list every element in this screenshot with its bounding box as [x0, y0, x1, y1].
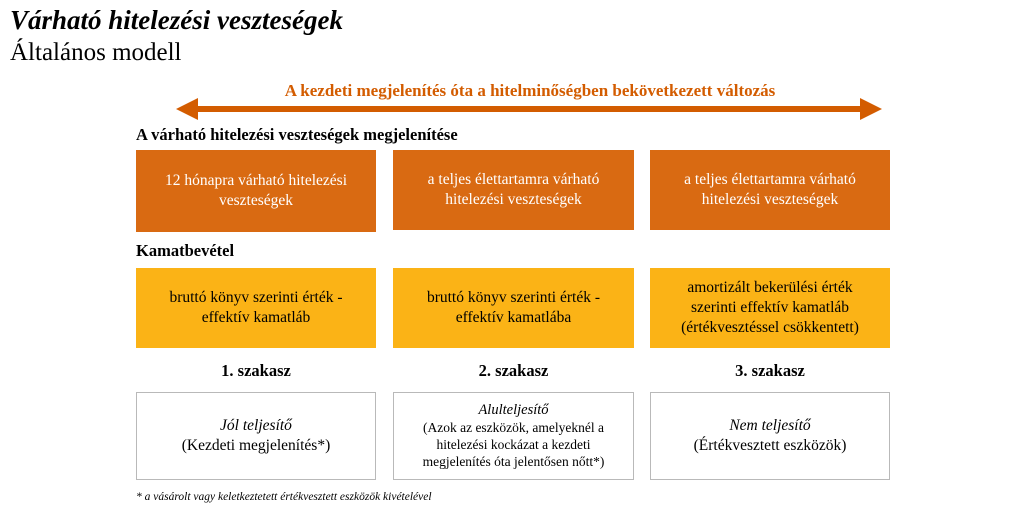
ecl-section-label: A várható hitelezési veszteségek megjelenítése [136, 125, 458, 144]
box-line: effektív kamatlába [455, 309, 572, 326]
box-line: a teljes élettartamra várható [427, 171, 600, 188]
arrow-shape [176, 98, 882, 120]
footnote: * a vásárolt vagy keletkeztetett értékvesztett eszközök kivételével [136, 491, 432, 503]
page-title: Várható hitelezési veszteségek [10, 5, 343, 35]
box-line: amortizált bekerülési érték [687, 279, 853, 296]
box-line: szerinti effektív kamatláb [690, 299, 850, 316]
stage-2-description-box [393, 392, 634, 480]
stage-status: Jól teljesítő [220, 417, 292, 434]
stage-1-label: 1. szakasz [221, 361, 291, 380]
double-arrow-icon [176, 96, 882, 122]
stage-desc-line: megjelenítés óta jelentősen nőtt*) [422, 454, 605, 469]
stage-1-description-box [136, 392, 376, 480]
box-line: veszteségek [218, 192, 294, 209]
stage-3-label: 3. szakasz [735, 361, 805, 380]
interest-section-label: Kamatbevétel [136, 241, 235, 260]
box-line: hitelezési veszteségek [701, 191, 839, 208]
ecl-box-stage-2 [393, 150, 634, 230]
box-line: bruttó könyv szerinti érték - [426, 289, 601, 306]
stage-desc-line: hitelezési kockázat a kezdeti [436, 437, 591, 452]
interest-box-stage-2 [393, 268, 634, 348]
interest-box-stage-3 [650, 268, 890, 348]
stage-2-label: 2. szakasz [478, 361, 549, 380]
box-line: a teljes élettartamra várható [684, 171, 856, 188]
ecl-box-stage-1 [136, 150, 376, 232]
box-line: hitelezési veszteségek [445, 191, 582, 208]
arrow-label: A kezdeti megjelenítés óta a hitelminőségben bekövetkezett változás [284, 81, 776, 100]
stage-desc-line: (Azok az eszközök, amelyeknél a [422, 420, 605, 435]
box-line: bruttó könyv szerinti érték - [169, 289, 343, 306]
stage-desc-line: (Kezdeti megjelenítés*) [181, 437, 331, 454]
box-line: (értékvesztéssel csökkentett) [681, 319, 859, 336]
stage-desc-line: (Értékvesztett eszközök) [693, 437, 847, 454]
stage-status: Nem teljesítő [729, 417, 811, 434]
page-subtitle: Általános modell [10, 39, 182, 66]
ecl-box-stage-3 [650, 150, 890, 230]
stage-3-description-box [650, 392, 890, 480]
interest-box-stage-1 [136, 268, 376, 348]
box-line: 12 hónapra várható hitelezési [164, 172, 348, 189]
stage-status: Alulteljesítő [478, 402, 549, 418]
box-line: effektív kamatláb [201, 309, 311, 326]
